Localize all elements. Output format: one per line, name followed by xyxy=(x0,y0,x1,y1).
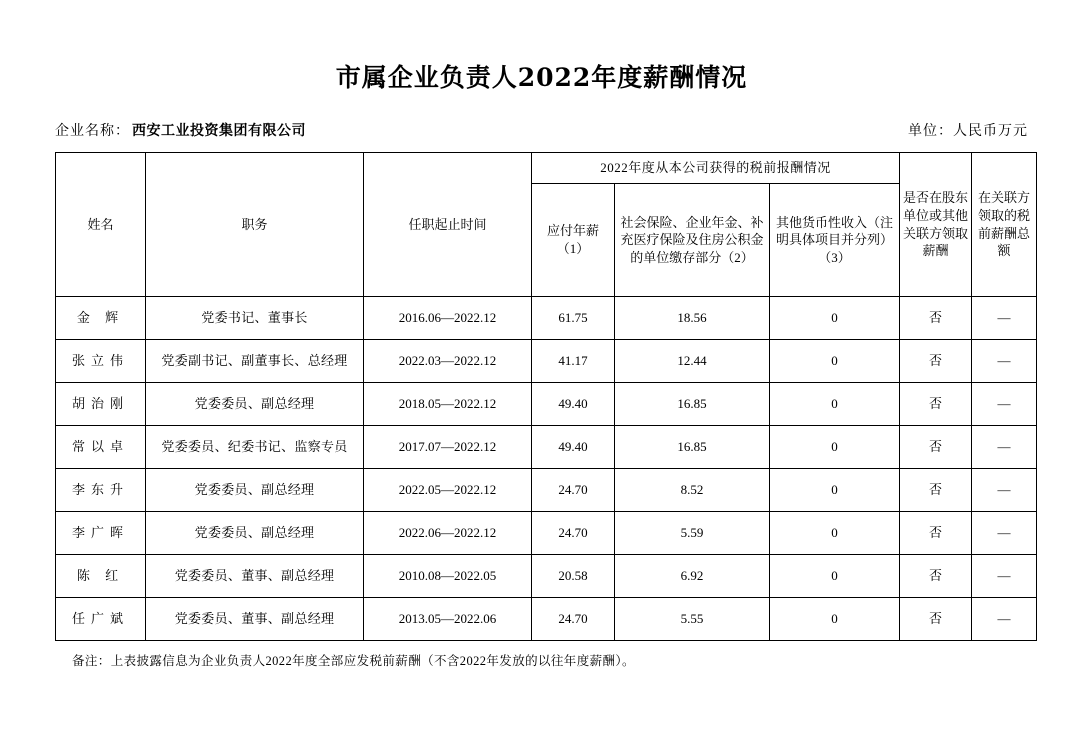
header-shareholder-pay: 是否在股东单位或其他关联方领取薪酬 xyxy=(900,153,972,297)
page-title: 市属企业负责人2022年度薪酬情况 xyxy=(335,63,748,92)
document-meta xyxy=(55,120,1028,140)
company-label: 企业名称： xyxy=(55,124,130,139)
cell-period: 2013.05—2022.06 xyxy=(364,598,532,641)
cell-annual-pay: 41.17 xyxy=(532,340,615,383)
cell-post: 党委委员、副总经理 xyxy=(146,469,364,512)
cell-period: 2022.03—2022.12 xyxy=(364,340,532,383)
cell-post: 党委委员、纪委书记、监察专员 xyxy=(146,426,364,469)
cell-other-income: 0 xyxy=(770,469,900,512)
cell-annual-pay: 49.40 xyxy=(532,383,615,426)
header-post: 职务 xyxy=(146,153,364,297)
cell-shareholder-pay: 否 xyxy=(900,598,972,641)
cell-other-income: 0 xyxy=(770,297,900,340)
header-annual-pay: 应付年薪（1） xyxy=(532,184,615,297)
table-header-group-row xyxy=(56,153,1037,184)
cell-insurance: 16.85 xyxy=(615,426,770,469)
table-footnote: 备注：上表披露信息为企业负责人2022年度全部应发税前薪酬（不含2022年发放的以往年度薪酬）。 xyxy=(72,654,635,668)
cell-other-income: 0 xyxy=(770,426,900,469)
cell-post: 党委委员、董事、副总经理 xyxy=(146,598,364,641)
cell-shareholder-pay: 否 xyxy=(900,469,972,512)
cell-name: 李广晖 xyxy=(56,512,146,555)
cell-insurance: 8.52 xyxy=(615,469,770,512)
table-row xyxy=(56,340,1037,383)
cell-period: 2016.06—2022.12 xyxy=(364,297,532,340)
cell-shareholder-pay: 否 xyxy=(900,383,972,426)
cell-annual-pay: 61.75 xyxy=(532,297,615,340)
table-row xyxy=(56,555,1037,598)
cell-period: 2022.05—2022.12 xyxy=(364,469,532,512)
cell-period: 2018.05—2022.12 xyxy=(364,383,532,426)
cell-related-total: — xyxy=(972,512,1037,555)
cell-related-total: — xyxy=(972,383,1037,426)
cell-other-income: 0 xyxy=(770,340,900,383)
cell-name: 陈 红 xyxy=(56,555,146,598)
header-insurance: 社会保险、企业年金、补充医疗保险及住房公积金的单位缴存部分（2） xyxy=(615,184,770,297)
cell-post: 党委书记、董事长 xyxy=(146,297,364,340)
cell-name: 金 辉 xyxy=(56,297,146,340)
cell-insurance: 16.85 xyxy=(615,383,770,426)
cell-period: 2022.06—2022.12 xyxy=(364,512,532,555)
cell-period: 2017.07—2022.12 xyxy=(364,426,532,469)
cell-name: 张立伟 xyxy=(56,340,146,383)
table-row xyxy=(56,426,1037,469)
cell-shareholder-pay: 否 xyxy=(900,297,972,340)
table-row xyxy=(56,383,1037,426)
currency-unit: 单位：人民币万元 xyxy=(908,124,1028,139)
header-name: 姓名 xyxy=(56,153,146,297)
cell-insurance: 5.55 xyxy=(615,598,770,641)
cell-name: 胡治刚 xyxy=(56,383,146,426)
cell-related-total: — xyxy=(972,340,1037,383)
cell-post: 党委委员、董事、副总经理 xyxy=(146,555,364,598)
cell-shareholder-pay: 否 xyxy=(900,340,972,383)
cell-annual-pay: 49.40 xyxy=(532,426,615,469)
table-row xyxy=(56,469,1037,512)
cell-other-income: 0 xyxy=(770,383,900,426)
salary-table xyxy=(55,152,1037,641)
table-row xyxy=(56,512,1037,555)
cell-insurance: 18.56 xyxy=(615,297,770,340)
cell-other-income: 0 xyxy=(770,512,900,555)
cell-post: 党委副书记、副董事长、总经理 xyxy=(146,340,364,383)
table-body xyxy=(56,297,1037,641)
cell-related-total: — xyxy=(972,555,1037,598)
table-row xyxy=(56,598,1037,641)
cell-related-total: — xyxy=(972,297,1037,340)
cell-other-income: 0 xyxy=(770,598,900,641)
cell-related-total: — xyxy=(972,426,1037,469)
cell-shareholder-pay: 否 xyxy=(900,512,972,555)
cell-name: 任广斌 xyxy=(56,598,146,641)
cell-insurance: 6.92 xyxy=(615,555,770,598)
document-page xyxy=(0,58,1083,745)
company-info xyxy=(55,120,306,140)
cell-annual-pay: 20.58 xyxy=(532,555,615,598)
cell-other-income: 0 xyxy=(770,555,900,598)
cell-name: 常以卓 xyxy=(56,426,146,469)
header-related-total: 在关联方领取的税前薪酬总额 xyxy=(972,153,1037,297)
cell-related-total: — xyxy=(972,469,1037,512)
cell-post: 党委委员、副总经理 xyxy=(146,512,364,555)
table-head xyxy=(56,153,1037,297)
header-other-income: 其他货币性收入（注明具体项目并分列）（3） xyxy=(770,184,900,297)
cell-shareholder-pay: 否 xyxy=(900,555,972,598)
table-row xyxy=(56,297,1037,340)
cell-period: 2010.08—2022.05 xyxy=(364,555,532,598)
cell-annual-pay: 24.70 xyxy=(532,469,615,512)
cell-annual-pay: 24.70 xyxy=(532,598,615,641)
cell-annual-pay: 24.70 xyxy=(532,512,615,555)
cell-post: 党委委员、副总经理 xyxy=(146,383,364,426)
company-name: 西安工业投资集团有限公司 xyxy=(132,124,306,139)
cell-related-total: — xyxy=(972,598,1037,641)
cell-insurance: 5.59 xyxy=(615,512,770,555)
header-group-pretax: 2022年度从本公司获得的税前报酬情况 xyxy=(532,153,900,184)
cell-shareholder-pay: 否 xyxy=(900,426,972,469)
header-period: 任职起止时间 xyxy=(364,153,532,297)
cell-name: 李东升 xyxy=(56,469,146,512)
cell-insurance: 12.44 xyxy=(615,340,770,383)
